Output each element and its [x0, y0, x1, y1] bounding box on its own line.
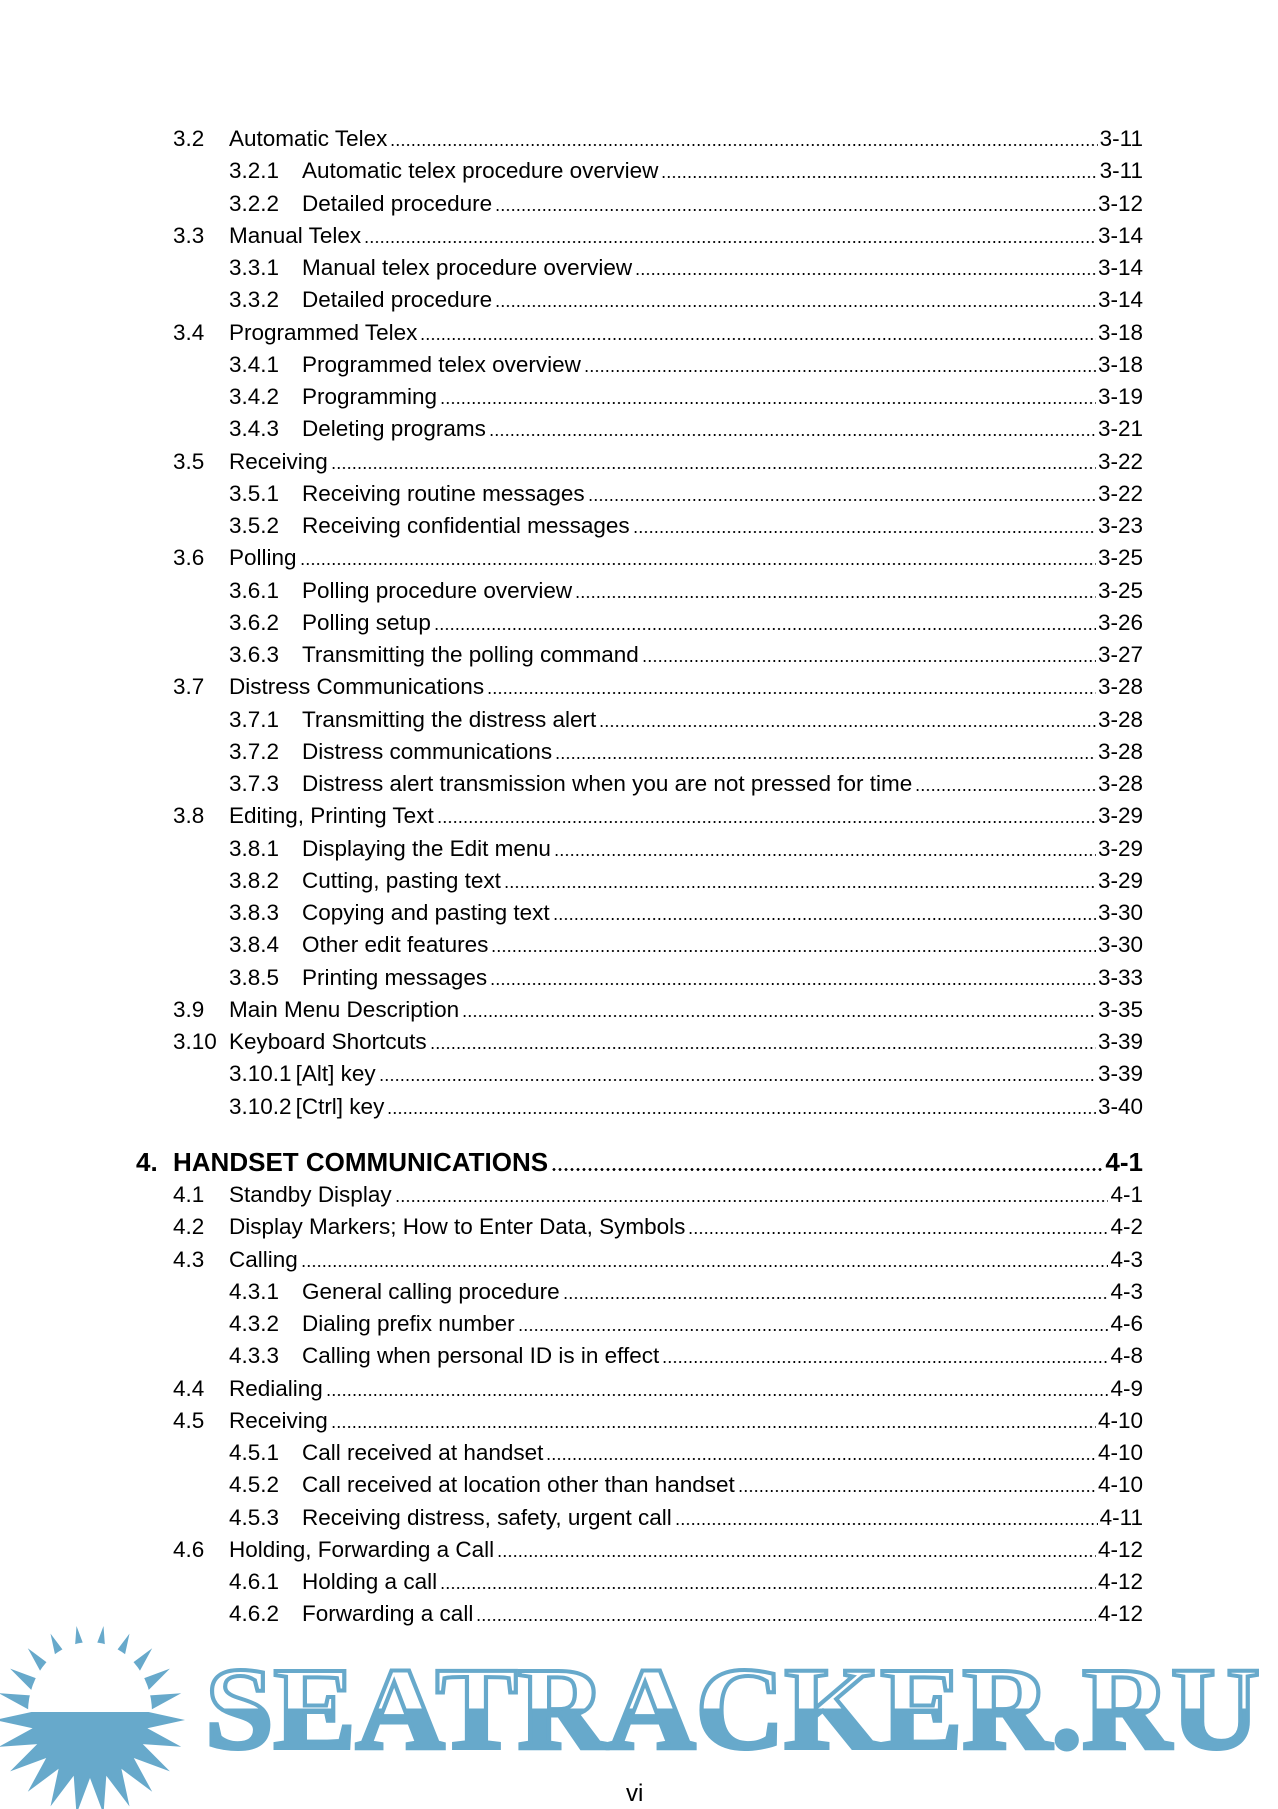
- entry-number: 3.6: [173, 545, 205, 571]
- entry-number: 3.3.2: [229, 287, 280, 313]
- toc-entry[interactable]: [0, 1211, 1278, 1243]
- sun-logo-icon: [0, 1626, 185, 1809]
- entry-page: 3-23: [1097, 513, 1143, 539]
- entry-page: 4-12: [1097, 1569, 1143, 1595]
- dot-leader: [497, 1555, 1096, 1557]
- entry-page: 3-25: [1097, 577, 1143, 603]
- entry-title: Call received at location other than handset: [302, 1472, 735, 1498]
- entry-number: 4.6.1: [229, 1569, 280, 1595]
- toc-entry[interactable]: [0, 542, 1278, 574]
- toc-entry[interactable]: [0, 381, 1278, 413]
- entry-page: 3-28: [1097, 771, 1143, 797]
- entry-title: Distress Communications: [229, 674, 485, 700]
- entry-number: 3.4.1: [229, 351, 280, 377]
- watermark-text: SEATRACKER.RU: [205, 1643, 1260, 1774]
- dot-leader: [387, 1112, 1096, 1114]
- dot-leader: [331, 467, 1096, 469]
- toc-entry[interactable]: [0, 1244, 1278, 1276]
- dot-leader: [331, 1426, 1096, 1428]
- entry-number: 3.2: [173, 126, 205, 152]
- dot-leader: [489, 434, 1096, 436]
- toc-entry[interactable]: [0, 575, 1278, 607]
- entry-page: 3-30: [1097, 900, 1143, 926]
- entry-number: 4.2: [173, 1214, 205, 1240]
- entry-title: Manual Telex: [229, 222, 362, 248]
- toc-entry[interactable]: [0, 1340, 1278, 1372]
- entry-title: Programmed Telex: [229, 319, 418, 345]
- entry-title: Transmitting the polling command: [302, 642, 639, 668]
- dot-leader: [635, 273, 1096, 275]
- toc-entry[interactable]: [0, 1179, 1278, 1211]
- entry-title: Receiving: [229, 448, 328, 474]
- toc-entry[interactable]: [0, 446, 1278, 478]
- dot-leader: [518, 1329, 1109, 1331]
- toc-entry[interactable]: [0, 768, 1278, 800]
- toc-entry[interactable]: [0, 1373, 1278, 1405]
- entry-title: Call received at handset: [302, 1440, 544, 1466]
- entry-number: 4.3.2: [229, 1311, 280, 1337]
- entry-number: 4.5.3: [229, 1504, 280, 1530]
- entry-title: Deleting programs: [302, 416, 486, 442]
- entry-page: 3-21: [1097, 416, 1143, 442]
- entry-page: 3-33: [1097, 964, 1143, 990]
- entry-number: 3.4.3: [229, 416, 280, 442]
- dot-leader: [554, 854, 1096, 856]
- entry-title: Receiving: [229, 1407, 328, 1433]
- page-number: vi: [626, 1780, 644, 1807]
- entry-title: Polling setup: [302, 609, 431, 635]
- entry-page: 4-9: [1110, 1375, 1143, 1401]
- toc-entry[interactable]: [0, 510, 1278, 542]
- entry-number: 3.10.1: [229, 1061, 292, 1087]
- toc-entry[interactable]: [0, 607, 1278, 639]
- entry-title: Automatic Telex: [229, 126, 388, 152]
- entry-page: 4-10: [1097, 1472, 1143, 1498]
- toc-entry[interactable]: [0, 671, 1278, 703]
- entry-page: 3-35: [1097, 996, 1143, 1022]
- entry-title: Polling: [229, 545, 297, 571]
- toc-entry[interactable]: [0, 1026, 1278, 1058]
- toc-entry[interactable]: [0, 413, 1278, 445]
- toc-entry[interactable]: [0, 1308, 1278, 1340]
- dot-leader: [300, 563, 1096, 565]
- dot-leader: [491, 950, 1096, 952]
- entry-page: 3-12: [1097, 190, 1143, 216]
- entry-number: 3.7: [173, 674, 205, 700]
- entry-title: Displaying the Edit menu: [302, 835, 551, 861]
- entry-title: Editing, Printing Text: [229, 803, 434, 829]
- entry-title: Redialing: [229, 1375, 323, 1401]
- entry-number: 3.5: [173, 448, 205, 474]
- toc-entry[interactable]: [0, 704, 1278, 736]
- entry-page: 3-30: [1097, 932, 1143, 958]
- dot-leader: [440, 1587, 1096, 1589]
- toc-entry[interactable]: [0, 1091, 1278, 1123]
- toc-entry[interactable]: [0, 317, 1278, 349]
- entry-title: Detailed procedure: [302, 287, 493, 313]
- toc-entry[interactable]: [0, 1437, 1278, 1469]
- entry-number: 3.5.1: [229, 480, 280, 506]
- dot-leader: [364, 241, 1096, 243]
- entry-title: Polling procedure overview: [302, 577, 573, 603]
- entry-title: Standby Display: [229, 1182, 392, 1208]
- entry-page: 3-19: [1097, 384, 1143, 410]
- toc-entry[interactable]: [0, 284, 1278, 316]
- entry-number: 3.10.2: [229, 1093, 292, 1119]
- entry-page: 3-18: [1097, 351, 1143, 377]
- entry-title: HANDSET COMMUNICATIONS: [173, 1147, 549, 1178]
- dot-leader: [504, 886, 1096, 888]
- entry-title: Holding a call: [302, 1569, 438, 1595]
- entry-page: 4-10: [1097, 1407, 1143, 1433]
- entry-title: Main Menu Description: [229, 996, 460, 1022]
- toc-entry[interactable]: [0, 639, 1278, 671]
- toc-entry[interactable]: [0, 252, 1278, 284]
- entry-page: 4-6: [1110, 1311, 1143, 1337]
- entry-page: 3-39: [1097, 1061, 1143, 1087]
- dot-leader: [487, 692, 1096, 694]
- entry-number: 3.3.1: [229, 255, 280, 281]
- dot-leader: [379, 1079, 1096, 1081]
- entry-page: 4-12: [1097, 1536, 1143, 1562]
- entry-page: 3-39: [1097, 1029, 1143, 1055]
- dot-leader: [437, 821, 1096, 823]
- dot-leader: [301, 1265, 1109, 1267]
- toc-entry[interactable]: [0, 1469, 1278, 1501]
- entry-number: 3.8.4: [229, 932, 280, 958]
- entry-page: 3-22: [1097, 480, 1143, 506]
- entry-title: Keyboard Shortcuts: [229, 1029, 427, 1055]
- entry-number: 4.3.3: [229, 1343, 280, 1369]
- dot-leader: [588, 499, 1096, 501]
- toc-entry[interactable]: [0, 865, 1278, 897]
- toc-entry[interactable]: [0, 1566, 1278, 1598]
- dot-leader: [688, 1232, 1108, 1234]
- entry-page: 4-10: [1097, 1440, 1143, 1466]
- entry-page: 3-29: [1097, 803, 1143, 829]
- dot-leader: [661, 176, 1097, 178]
- entry-title: Distress communications: [302, 738, 553, 764]
- toc-entry[interactable]: [0, 736, 1278, 768]
- dot-leader: [675, 1523, 1098, 1525]
- dot-leader: [642, 660, 1096, 662]
- toc-entry[interactable]: [0, 349, 1278, 381]
- entry-page: 4-3: [1110, 1246, 1143, 1272]
- entry-title: Calling when personal ID is in effect: [302, 1343, 660, 1369]
- entry-title: Transmitting the distress alert: [302, 706, 597, 732]
- entry-number: 4.3: [173, 1246, 205, 1272]
- entry-title: Forwarding a call: [302, 1601, 474, 1627]
- toc-entry[interactable]: [0, 1502, 1278, 1534]
- entry-page: 3-29: [1097, 867, 1143, 893]
- entry-number: 3.4: [173, 319, 205, 345]
- toc-entry[interactable]: [0, 800, 1278, 832]
- entry-number: 3.9: [173, 996, 205, 1022]
- entry-page: 3-18: [1097, 319, 1143, 345]
- entry-page: 4-12: [1097, 1601, 1143, 1627]
- entry-page: 3-27: [1097, 642, 1143, 668]
- entry-page: 3-26: [1097, 609, 1143, 635]
- entry-page: 3-25: [1097, 545, 1143, 571]
- entry-page: 3-14: [1097, 222, 1143, 248]
- entry-title: Programming: [302, 384, 438, 410]
- entry-page: 4-11: [1099, 1504, 1143, 1530]
- entry-title: Detailed procedure: [302, 190, 493, 216]
- entry-title: Receiving confidential messages: [302, 513, 630, 539]
- entry-title: Display Markers; How to Enter Data, Symbols: [229, 1214, 686, 1240]
- entry-number: 3.3: [173, 222, 205, 248]
- dot-leader: [553, 918, 1096, 920]
- entry-title: Copying and pasting text: [302, 900, 550, 926]
- entry-title: Manual telex procedure overview: [302, 255, 633, 281]
- entry-number: 3.7.3: [229, 771, 280, 797]
- toc-entry[interactable]: [0, 929, 1278, 961]
- entry-page: 4-2: [1110, 1214, 1143, 1240]
- entry-page: 4-1: [1110, 1182, 1143, 1208]
- entry-title: Automatic telex procedure overview: [302, 158, 659, 184]
- entry-page: 3-28: [1097, 674, 1143, 700]
- dot-leader: [633, 531, 1096, 533]
- toc-entry[interactable]: [0, 1405, 1278, 1437]
- toc-entry[interactable]: [0, 994, 1278, 1026]
- entry-number: 3.10: [173, 1029, 217, 1055]
- entry-title: [Alt] key: [295, 1061, 376, 1087]
- toc-entry[interactable]: [0, 188, 1278, 220]
- toc-entry[interactable]: [0, 123, 1278, 155]
- toc-entry[interactable]: [0, 833, 1278, 865]
- entry-number: 4.3.1: [229, 1278, 280, 1304]
- entry-page: 3-14: [1097, 255, 1143, 281]
- dot-leader: [599, 725, 1096, 727]
- dot-leader: [420, 338, 1096, 340]
- dot-leader: [584, 370, 1096, 372]
- entry-number: 3.6.3: [229, 642, 280, 668]
- dot-leader: [490, 983, 1096, 985]
- toc-entry[interactable]: [0, 1276, 1278, 1308]
- dot-leader: [551, 1168, 1103, 1171]
- entry-title: Holding, Forwarding a Call: [229, 1536, 495, 1562]
- entry-number: 3.2.1: [229, 158, 280, 184]
- toc-entry[interactable]: [0, 1058, 1278, 1090]
- entry-title: Distress alert transmission when you are not pressed for time: [302, 771, 913, 797]
- dot-leader: [495, 209, 1096, 211]
- entry-number: 3.2.2: [229, 190, 280, 216]
- toc-chapter-entry[interactable]: [0, 1147, 1278, 1179]
- entry-title: Calling: [229, 1246, 298, 1272]
- entry-number: 4.: [136, 1147, 158, 1178]
- entry-page: 3-40: [1097, 1093, 1143, 1119]
- entry-page: 3-14: [1097, 287, 1143, 313]
- entry-number: 4.5.2: [229, 1472, 280, 1498]
- entry-number: 4.5.1: [229, 1440, 280, 1466]
- dot-leader: [915, 789, 1096, 791]
- entry-number: 4.6: [173, 1536, 205, 1562]
- dot-leader: [546, 1458, 1096, 1460]
- toc-entry[interactable]: [0, 897, 1278, 929]
- entry-number: 3.7.2: [229, 738, 280, 764]
- dot-leader: [738, 1490, 1096, 1492]
- entry-number: 4.5: [173, 1407, 205, 1433]
- entry-number: 3.6.2: [229, 609, 280, 635]
- dot-leader: [395, 1200, 1109, 1202]
- dot-leader: [555, 757, 1096, 759]
- entry-number: 4.4: [173, 1375, 205, 1401]
- entry-page: 3-28: [1097, 706, 1143, 732]
- table-of-contents: [0, 123, 1278, 1631]
- entry-number: 3.7.1: [229, 706, 280, 732]
- entry-title: Other edit features: [302, 932, 489, 958]
- entry-title: Dialing prefix number: [302, 1311, 515, 1337]
- entry-number: 4.1: [173, 1182, 205, 1208]
- entry-page: 4-8: [1110, 1343, 1143, 1369]
- entry-number: 3.4.2: [229, 384, 280, 410]
- entry-title: Cutting, pasting text: [302, 867, 501, 893]
- entry-number: 3.8.2: [229, 867, 280, 893]
- entry-number: 3.5.2: [229, 513, 280, 539]
- dot-leader: [563, 1297, 1109, 1299]
- dot-leader: [440, 402, 1096, 404]
- dot-leader: [662, 1361, 1108, 1363]
- entry-title: [Ctrl] key: [295, 1093, 385, 1119]
- toc-entry[interactable]: [0, 478, 1278, 510]
- entry-page: 3-22: [1097, 448, 1143, 474]
- entry-number: 4.6.2: [229, 1601, 280, 1627]
- entry-title: Receiving distress, safety, urgent call: [302, 1504, 672, 1530]
- entry-title: Receiving routine messages: [302, 480, 585, 506]
- dot-leader: [430, 1047, 1096, 1049]
- dot-leader: [390, 144, 1097, 146]
- toc-entry[interactable]: [0, 962, 1278, 994]
- dot-leader: [326, 1394, 1109, 1396]
- toc-entry[interactable]: [0, 220, 1278, 252]
- dot-leader: [575, 596, 1096, 598]
- entry-page: 3-28: [1097, 738, 1143, 764]
- entry-number: 3.8: [173, 803, 205, 829]
- entry-page: 3-11: [1099, 158, 1143, 184]
- entry-title: Programmed telex overview: [302, 351, 581, 377]
- dot-leader: [462, 1015, 1096, 1017]
- entry-number: 3.8.3: [229, 900, 280, 926]
- entry-title: General calling procedure: [302, 1278, 560, 1304]
- entry-title: Printing messages: [302, 964, 488, 990]
- entry-number: 3.6.1: [229, 577, 280, 603]
- entry-page: 4-1: [1105, 1147, 1143, 1178]
- dot-leader: [495, 305, 1096, 307]
- entry-page: 3-11: [1099, 126, 1143, 152]
- dot-leader: [434, 628, 1096, 630]
- entry-page: 4-3: [1110, 1278, 1143, 1304]
- entry-page: 3-29: [1097, 835, 1143, 861]
- toc-entry[interactable]: [0, 155, 1278, 187]
- entry-number: 3.8.5: [229, 964, 280, 990]
- entry-number: 3.8.1: [229, 835, 280, 861]
- toc-entry[interactable]: [0, 1534, 1278, 1566]
